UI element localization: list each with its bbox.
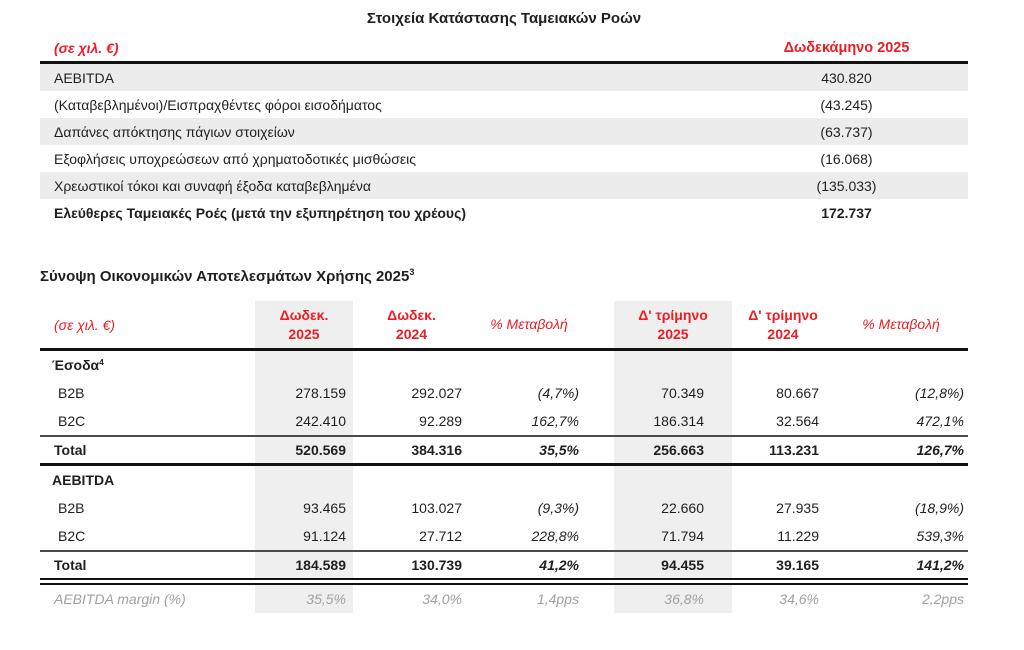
column-spacer — [588, 437, 614, 463]
total-row — [40, 435, 968, 463]
cell-pct-change-q4: (18,9%) — [914, 500, 964, 516]
col-header-q4-2025: Δ' τρίμηνο 2025 — [614, 301, 732, 348]
row-label: B2C — [58, 413, 86, 429]
cell-dodek-2024 — [353, 351, 470, 379]
cash-flow-row — [40, 64, 968, 91]
cash-flow-row — [40, 172, 968, 199]
units-label: (σε χιλ. €) — [54, 40, 119, 56]
cell-pct-change-12m: 1,4pps — [536, 591, 579, 607]
row-label: Χρεωστικοί τόκοι και συναφή έξοδα καταβεβλημένα — [54, 177, 371, 194]
row-value: (16.068) — [820, 150, 873, 167]
section-header-row — [40, 351, 968, 379]
cell-pct-change-12m: (4,7%) — [537, 385, 579, 401]
col-header-dodek-2024: Δωδεκ. 2024 — [387, 307, 436, 342]
cell-pct-change-q4: (12,8%) — [914, 385, 964, 401]
cell-pct-change-q4 — [834, 466, 968, 494]
column-spacer — [588, 552, 614, 578]
row-value: (63.737) — [820, 123, 873, 140]
cell-q4-2024: 80.667 — [776, 385, 819, 401]
cell-q4-2025 — [614, 466, 732, 494]
cell-q4-2024 — [732, 351, 834, 379]
col-header-dodek-2025: Δωδεκ. 2025 — [255, 301, 353, 348]
column-spacer — [588, 466, 614, 494]
summary-table — [40, 268, 968, 613]
data-row — [40, 379, 968, 407]
cell-pct-change-q4: 2,2pps — [921, 591, 964, 607]
row-label: B2B — [58, 500, 85, 516]
cell-q4-2025: 70.349 — [614, 379, 732, 407]
row-value: (135.033) — [816, 177, 877, 194]
cell-pct-change-q4: 126,7% — [916, 442, 964, 458]
row-label: Έσοδα 4 — [52, 357, 104, 373]
cash-flow-row — [40, 145, 968, 172]
cell-q4-2024: 34,6% — [779, 591, 819, 607]
cash-flow-row — [40, 199, 968, 226]
col-header-q4-2024: Δ' τρίμηνο 2024 — [748, 307, 818, 342]
summary-table-title — [40, 268, 968, 285]
column-spacer — [588, 301, 614, 348]
summary-title-text: Σύνοψη Οικονομικών Αποτελεσμάτων Χρήσης 2025 — [40, 268, 410, 285]
summary-table-header-row — [40, 301, 968, 351]
cell-pct-change-12m — [470, 351, 588, 379]
cell-pct-change-12m: (9,3%) — [537, 500, 579, 516]
double-rule — [40, 578, 968, 585]
cell-dodek-2024: 27.712 — [419, 528, 462, 544]
col-header-pct-change-q4: % Μεταβολή — [862, 316, 940, 333]
data-row — [40, 494, 968, 522]
column-spacer — [588, 585, 614, 613]
cell-dodek-2025 — [255, 466, 353, 494]
row-label: B2B — [58, 385, 85, 401]
cell-q4-2025: 94.455 — [614, 552, 732, 578]
cell-dodek-2024: 130.739 — [411, 557, 462, 573]
cell-dodek-2025: 184.589 — [255, 552, 353, 578]
row-label: AEBITDA — [54, 69, 114, 86]
row-label: Ελεύθερες Ταμειακές Ροές (μετά την εξυπηρέτηση του χρέους) — [54, 204, 467, 221]
cash-flow-row — [40, 91, 968, 118]
cell-pct-change-q4: 141,2% — [916, 557, 964, 573]
column-spacer — [588, 407, 614, 435]
row-label: (Καταβεβλημένοι)/Εισπραχθέντες φόροι εισοδήματος — [54, 96, 382, 113]
cell-pct-change-12m: 35,5% — [539, 442, 579, 458]
cash-flow-table — [40, 10, 968, 226]
cell-q4-2024: 113.231 — [769, 442, 819, 458]
cash-flow-row — [40, 118, 968, 145]
row-label: Total — [54, 557, 87, 573]
row-label: B2C — [58, 528, 86, 544]
cell-pct-change-q4 — [834, 351, 968, 379]
cell-dodek-2024: 292.027 — [411, 385, 462, 401]
units-label: (σε χιλ. €) — [54, 316, 116, 333]
cell-q4-2025 — [614, 351, 732, 379]
col-header-pct-change-12m: % Μεταβολή — [490, 316, 568, 333]
cell-q4-2024: 11.229 — [777, 528, 819, 544]
cell-dodek-2024 — [353, 466, 470, 494]
data-row — [40, 407, 968, 435]
cash-flow-table-header — [40, 40, 968, 64]
footnote-superscript: 3 — [409, 267, 415, 277]
row-label: AEBITDA — [52, 472, 115, 488]
cell-dodek-2025: 91.124 — [255, 522, 353, 550]
column-spacer — [588, 522, 614, 550]
cell-q4-2025: 71.794 — [614, 522, 732, 550]
row-label: Total — [54, 442, 87, 458]
section-header-row — [40, 466, 968, 494]
cell-q4-2025: 36,8% — [614, 585, 732, 613]
data-row — [40, 522, 968, 550]
row-label: AEBITDA margin (%) — [54, 591, 186, 607]
cash-flow-table-body — [40, 64, 968, 226]
cell-pct-change-q4: 472,1% — [916, 413, 964, 429]
cell-dodek-2024: 103.027 — [411, 500, 462, 516]
column-spacer — [588, 494, 614, 522]
total-row — [40, 550, 968, 578]
cell-q4-2025: 22.660 — [614, 494, 732, 522]
cell-q4-2025: 256.663 — [614, 437, 732, 463]
summary-table-body — [40, 351, 968, 613]
cell-q4-2024: 39.165 — [776, 557, 819, 573]
column-spacer — [588, 379, 614, 407]
aebitda-margin-row — [40, 585, 968, 613]
row-value: 430.820 — [821, 69, 872, 86]
cell-pct-change-12m: 162,7% — [531, 413, 579, 429]
row-value: (43.245) — [820, 96, 873, 113]
cell-q4-2025: 186.314 — [614, 407, 732, 435]
cell-pct-change-12m: 228,8% — [531, 528, 579, 544]
cell-q4-2024 — [732, 466, 834, 494]
cell-dodek-2025: 520.569 — [255, 437, 353, 463]
row-label: Δαπάνες απόκτησης πάγιων στοιχείων — [54, 123, 295, 140]
cell-q4-2024: 32.564 — [776, 413, 819, 429]
period-column-header: Δωδεκάμηνο 2025 — [783, 40, 910, 56]
column-spacer — [588, 351, 614, 379]
cell-dodek-2024: 384.316 — [411, 442, 462, 458]
cell-dodek-2024: 34,0% — [422, 591, 462, 607]
cell-pct-change-12m — [470, 466, 588, 494]
row-label: Εξοφλήσεις υποχρεώσεων από χρηματοδοτικές μισθώσεις — [54, 150, 416, 167]
row-value: 172.737 — [821, 204, 872, 221]
cell-dodek-2025: 278.159 — [255, 379, 353, 407]
cell-q4-2024: 27.935 — [776, 500, 819, 516]
cash-flow-table-title: Στοιχεία Κατάστασης Ταμειακών Ροών — [366, 10, 642, 27]
cell-dodek-2024: 92.289 — [419, 413, 462, 429]
cell-pct-change-q4: 539,3% — [916, 528, 964, 544]
cell-dodek-2025: 35,5% — [255, 585, 353, 613]
cell-pct-change-12m: 41,2% — [539, 557, 579, 573]
cell-dodek-2025 — [255, 351, 353, 379]
cell-dodek-2025: 242.410 — [255, 407, 353, 435]
cell-dodek-2025: 93.465 — [255, 494, 353, 522]
